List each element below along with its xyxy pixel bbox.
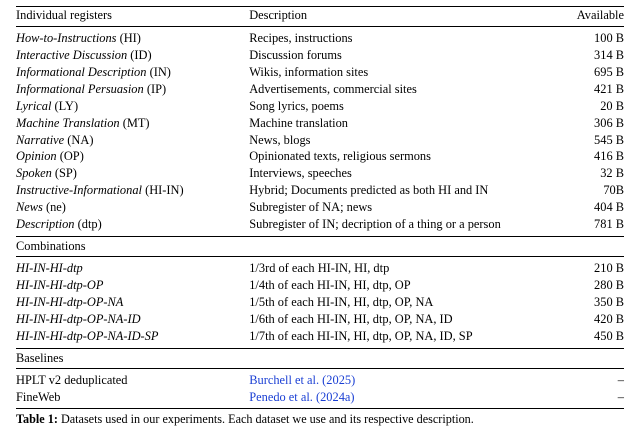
caption-text: Datasets used in our experiments. Each dataset we use and its respective description. <box>60 412 474 426</box>
section-label-spacer-2 <box>559 236 624 256</box>
citation-link[interactable]: Burchell et al. (2025) <box>249 372 356 387</box>
header-available: Available <box>559 7 624 27</box>
register-available: 421 B <box>594 81 624 96</box>
table-row <box>16 294 624 311</box>
table-row <box>16 148 624 165</box>
header-individual-registers: Individual registers <box>16 7 249 27</box>
register-name: Informational Description (IN) <box>16 64 171 79</box>
register-name: Informational Persuasion (IP) <box>16 81 167 96</box>
register-description: 1/6th of each HI-IN, HI, dtp, OP, NA, ID <box>249 312 453 327</box>
register-available: 350 B <box>594 295 624 310</box>
register-name: HI-IN-HI-dtp <box>16 257 249 277</box>
register-name: How-to-Instructions (HI) <box>16 26 249 46</box>
register-name: News (ne) <box>16 200 66 215</box>
register-name: Narrative (NA) <box>16 132 94 147</box>
register-description: Advertisements, commercial sites <box>249 81 417 96</box>
register-available: 314 B <box>594 47 624 62</box>
register-available: 416 B <box>594 149 624 164</box>
table-row <box>16 97 624 114</box>
register-available: 545 B <box>594 132 624 147</box>
datasets-table <box>16 6 624 409</box>
register-description: 1/3rd of each HI-IN, HI, dtp <box>249 257 558 277</box>
register-description: Discussion forums <box>249 47 342 62</box>
register-name: HI-IN-HI-dtp-OP-NA <box>16 295 124 310</box>
table-row <box>16 182 624 199</box>
register-description: Subregister of IN; decription of a thing or a person <box>249 217 501 232</box>
table-row <box>16 216 624 236</box>
register-description: 1/7th of each HI-IN, HI, dtp, OP, NA, ID, SP <box>249 329 473 344</box>
register-name: Lyrical (LY) <box>16 98 79 113</box>
register-description: Recipes, instructions <box>249 26 558 46</box>
header-description: Description <box>249 7 558 27</box>
table-row <box>16 311 624 328</box>
section-label-spacer <box>249 236 558 256</box>
table-row <box>16 46 624 63</box>
register-available: 450 B <box>594 329 624 344</box>
register-available: 404 B <box>594 200 624 215</box>
register-name: Instructive-Informational (HI-IN) <box>16 183 184 198</box>
register-name: Interactive Discussion (ID) <box>16 47 152 62</box>
baseline-available: – <box>559 389 624 409</box>
table-header-row <box>16 7 624 27</box>
section-label-text: Combinations <box>16 236 249 256</box>
register-available: 695 B <box>594 64 624 79</box>
table-row <box>16 63 624 80</box>
register-description: Machine translation <box>249 115 348 130</box>
baseline-name: HPLT v2 deduplicated <box>16 368 249 388</box>
section-label-spacer-2 <box>559 348 624 368</box>
register-available: 280 B <box>594 278 624 293</box>
table-row <box>16 368 624 388</box>
register-name: Opinion (OP) <box>16 149 84 164</box>
register-description: Opinionated texts, religious sermons <box>249 149 431 164</box>
table-row <box>16 277 624 294</box>
baseline-citation <box>249 389 558 409</box>
register-description: Interviews, speeches <box>249 166 352 181</box>
section-label-baselines <box>16 348 624 368</box>
paper-table-figure <box>0 6 640 432</box>
register-name: Machine Translation (MT) <box>16 115 150 130</box>
baseline-name: FineWeb <box>16 389 249 409</box>
table-caption <box>16 412 624 426</box>
register-name: Spoken (SP) <box>16 166 77 181</box>
register-description: Song lyrics, poems <box>249 98 344 113</box>
register-name: HI-IN-HI-dtp-OP <box>16 278 104 293</box>
table-row <box>16 328 624 348</box>
register-description: Hybrid; Documents predicted as both HI and IN <box>249 183 489 198</box>
table-row <box>16 389 624 409</box>
register-available: 781 B <box>594 217 624 232</box>
register-available: 420 B <box>594 312 624 327</box>
section-label-text: Baselines <box>16 348 249 368</box>
table-row <box>16 26 624 46</box>
register-name: HI-IN-HI-dtp-OP-NA-ID <box>16 312 141 327</box>
register-description: Subregister of NA; news <box>249 200 373 215</box>
register-description: 1/5th of each HI-IN, HI, dtp, OP, NA <box>249 295 434 310</box>
baseline-citation <box>249 368 558 388</box>
caption-label: Table 1: <box>16 412 58 426</box>
table-row <box>16 80 624 97</box>
baseline-available: – <box>559 368 624 388</box>
register-description: News, blogs <box>249 132 311 147</box>
table-row <box>16 199 624 216</box>
register-available: 100 B <box>559 26 624 46</box>
section-label-combinations <box>16 236 624 256</box>
register-description: Wikis, information sites <box>249 64 369 79</box>
register-available: 210 B <box>559 257 624 277</box>
register-description: 1/4th of each HI-IN, HI, dtp, OP <box>249 278 411 293</box>
table-row <box>16 165 624 182</box>
table-row <box>16 114 624 131</box>
register-name: Description (dtp) <box>16 217 102 232</box>
table-row <box>16 131 624 148</box>
section-label-spacer <box>249 348 558 368</box>
register-available: 20 B <box>600 98 624 113</box>
citation-link[interactable]: Penedo et al. (2024a) <box>249 389 355 404</box>
table-row <box>16 257 624 277</box>
register-available: 306 B <box>594 115 624 130</box>
register-available: 70B <box>603 183 624 198</box>
register-name: HI-IN-HI-dtp-OP-NA-ID-SP <box>16 329 159 344</box>
register-available: 32 B <box>600 166 624 181</box>
